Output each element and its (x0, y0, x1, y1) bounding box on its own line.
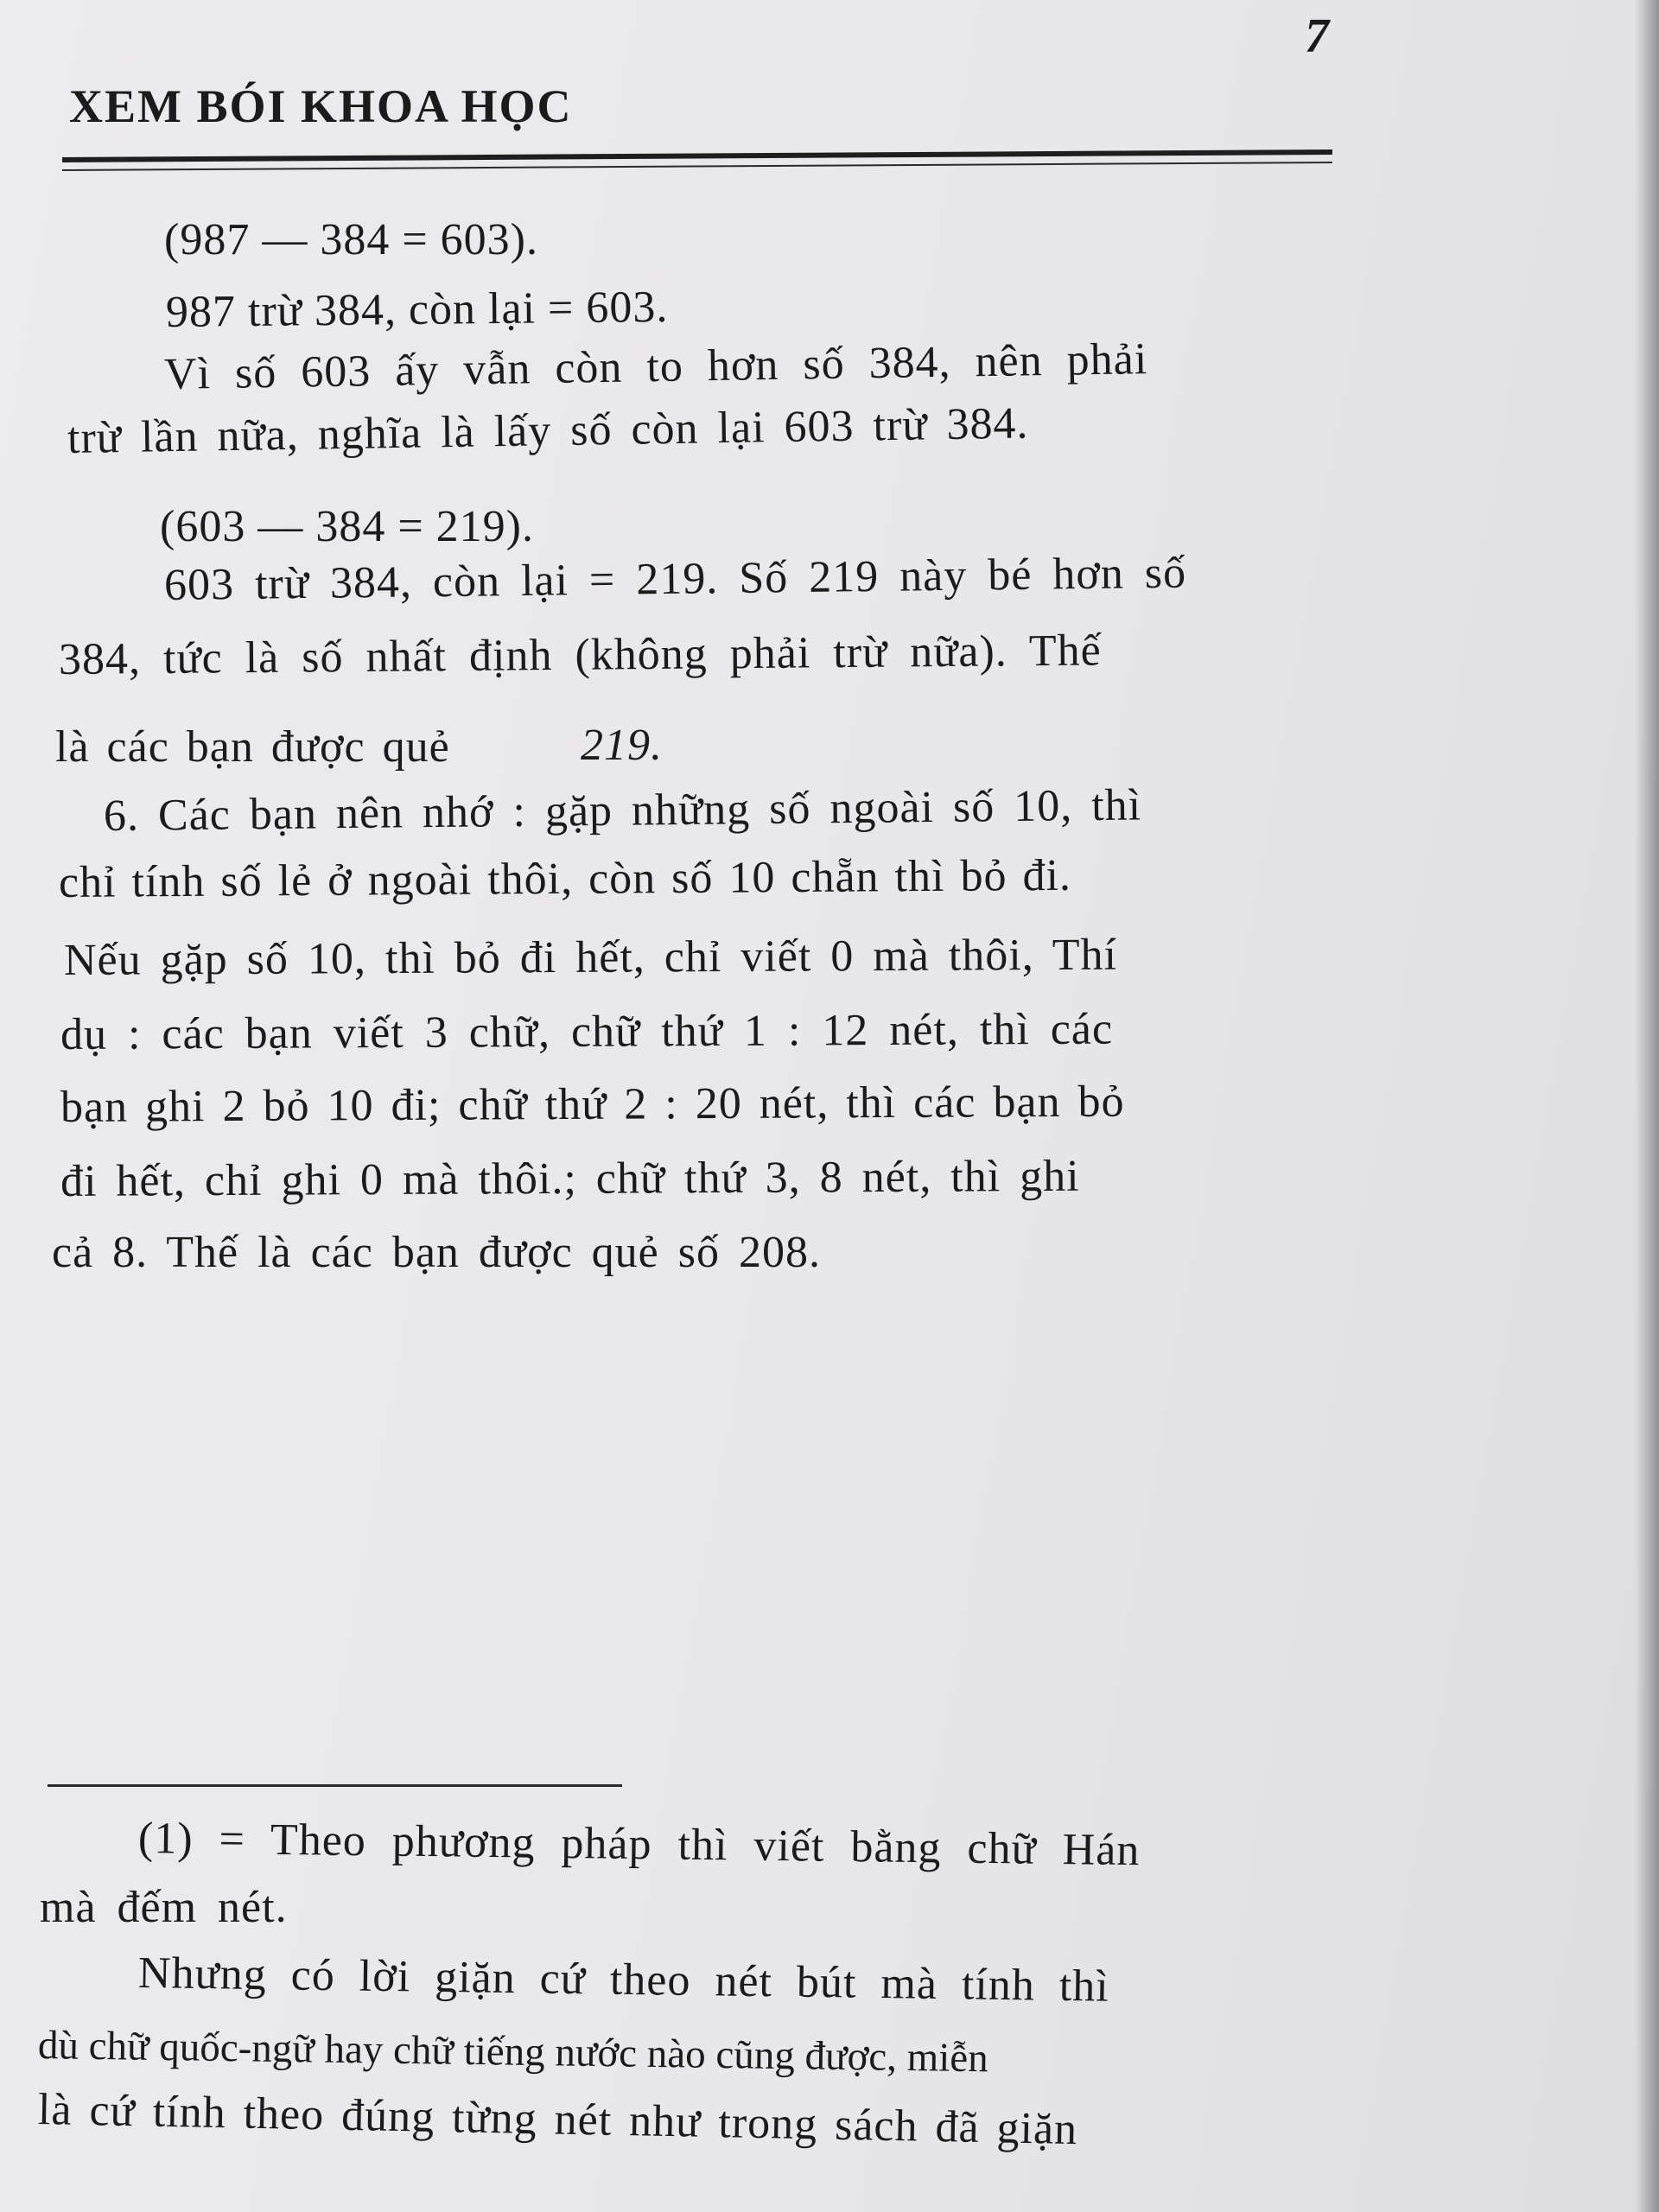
header-rule (62, 149, 1332, 162)
header-rule-thin (62, 162, 1332, 171)
body-line: 6. Các bạn nên nhớ : gặp những số ngoài số 10, thì (103, 780, 1142, 841)
running-title: XEM BÓI KHOA HỌC (69, 80, 573, 132)
footnote-line: Nhưng có lời giặn cứ theo nét bút mà tính thì (137, 1948, 1110, 2012)
body-line: bạn ghi 2 bỏ 10 đi; chữ thứ 2 : 20 nét, thì các bạn bỏ (60, 1077, 1125, 1132)
body-line: 603 trừ 384, còn lại = 219. Số 219 này bé hơn số (163, 548, 1187, 610)
body-line: đi hết, chỉ ghi 0 mà thôi.; chữ thứ 3, 8 nét, thì ghi (60, 1151, 1080, 1206)
body-line: dụ : các bạn viết 3 chữ, chữ thứ 1 : 12 nét, thì các (60, 1004, 1114, 1059)
body-line: trừ lần nữa, nghĩa là lấy số còn lại 603 trừ 384. (67, 398, 1029, 463)
body-line: (603 — 384 = 219). (160, 502, 534, 551)
page-edge-shadow (1635, 0, 1659, 2212)
body-line: chỉ tính số lẻ ở ngoài thôi, còn số 10 chẵn thì bỏ đi. (58, 850, 1072, 907)
footnote-line: (1) = Theo phương pháp thì viết bằng chữ Hán (137, 1814, 1141, 1876)
body-line: Vì số 603 ấy vẫn còn to hơn số 384, nên phải (163, 334, 1148, 399)
page-number: 7 (1305, 10, 1329, 63)
footnote-line: là cứ tính theo đúng từng nét như trong sách đã giặn (37, 2085, 1078, 2155)
body-line: Nếu gặp số 10, thì bỏ đi hết, chỉ viết 0 mà thôi, Thí (63, 930, 1118, 985)
body-line: 384, tức là số nhất định (không phải trừ nữa). Thế (58, 626, 1102, 684)
body-line: là các bạn được quẻ (55, 722, 450, 772)
body-line-italic: 219. (581, 721, 663, 770)
body-line: (987 — 384 = 603). (164, 215, 538, 264)
body-line: cả 8. Thế là các bạn được quẻ số 208. (52, 1228, 821, 1277)
footnote-line: mà đếm nét. (40, 1883, 288, 1932)
body-line: 987 trừ 384, còn lại = 603. (165, 282, 669, 337)
footnote-line: dù chữ quốc-ngữ hay chữ tiếng nước nào cũng được, miễn (37, 2023, 989, 2082)
footnote-separator (48, 1784, 622, 1787)
